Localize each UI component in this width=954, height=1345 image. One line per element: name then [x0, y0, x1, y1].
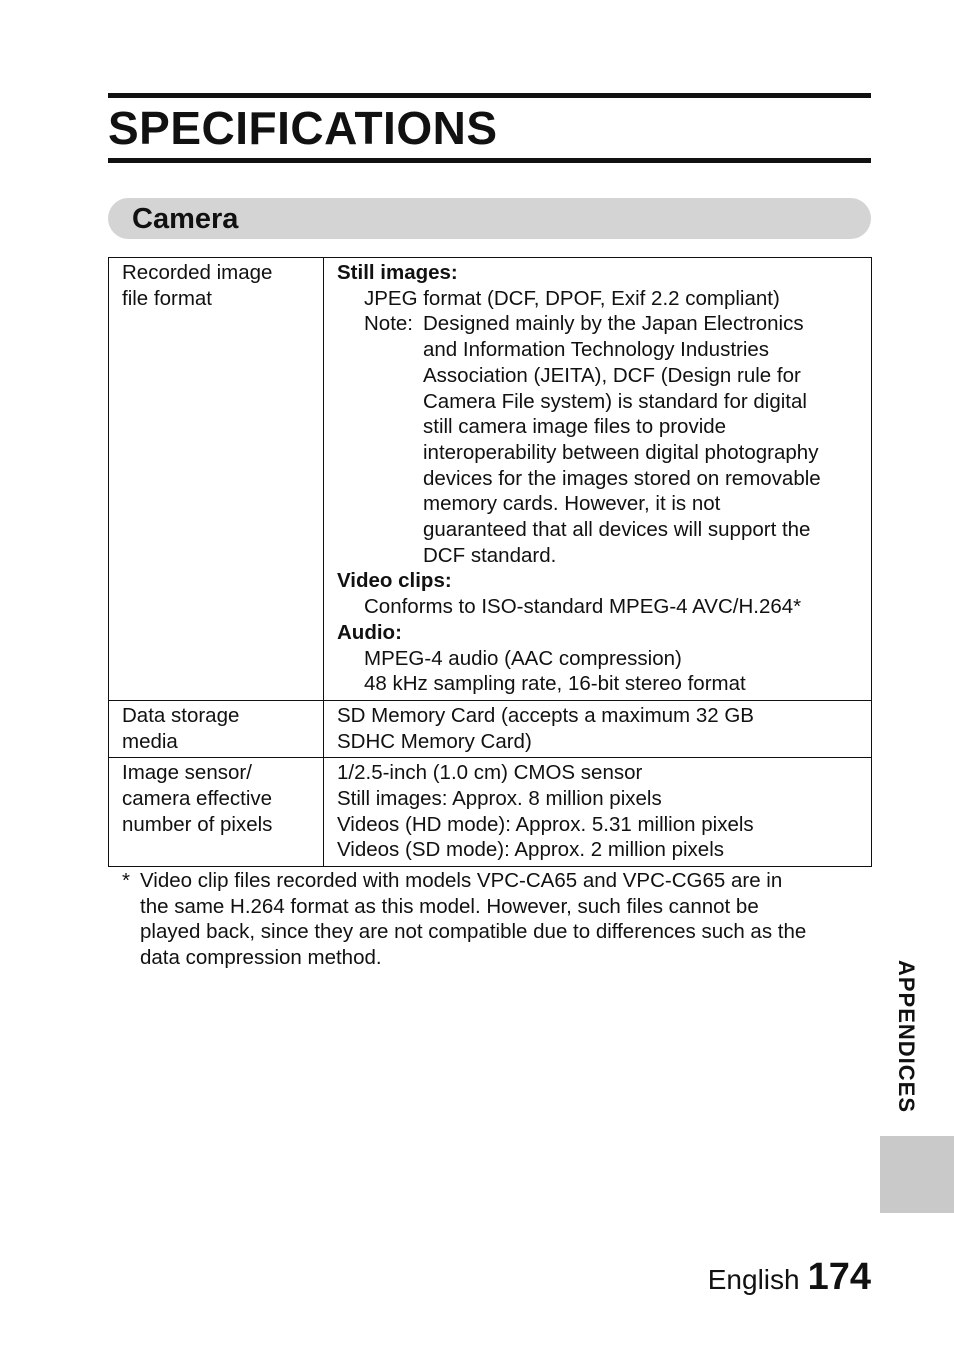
title-rule-frame	[108, 93, 871, 163]
note-line: guaranteed that all devices will support the	[423, 518, 811, 542]
note-body	[423, 311, 861, 568]
row-label-cell	[109, 700, 324, 757]
side-tab-marker	[880, 1136, 954, 1213]
row-label-line: media	[122, 729, 178, 753]
value-line: Videos (HD mode): Approx. 5.31 million pixels	[337, 812, 754, 836]
audio-heading: Audio:	[337, 620, 402, 644]
note-line: Association (JEITA), DCF (Design rule for	[423, 363, 801, 387]
row-label-cell	[109, 758, 324, 867]
page-footer	[708, 1256, 871, 1299]
footnote-line: data compression method.	[140, 946, 382, 970]
note-line: still camera image files to provide	[423, 415, 727, 439]
table-row	[109, 700, 872, 757]
video-clips-heading: Video clips:	[337, 569, 452, 593]
row-label-line: Data storage	[122, 703, 240, 727]
footnote	[122, 868, 862, 971]
value-line: Videos (SD mode): Approx. 2 million pixels	[337, 838, 725, 862]
row-value-cell	[324, 700, 872, 757]
table-row	[109, 258, 872, 701]
value-line: SDHC Memory Card)	[337, 729, 532, 753]
page-title: SPECIFICATIONS	[108, 102, 498, 154]
row-label-cell	[109, 258, 324, 701]
audio-line: 48 kHz sampling rate, 16-bit stereo format	[364, 672, 746, 696]
table-row	[109, 758, 872, 867]
footnote-line: the same H.264 format as this model. However, such files cannot be	[140, 894, 759, 918]
row-label-line: number of pixels	[122, 812, 273, 836]
row-label-line: Recorded image	[122, 261, 273, 284]
note-line: Designed mainly by the Japan Electronics	[423, 312, 804, 336]
audio-line: MPEG-4 audio (AAC compression)	[364, 646, 682, 670]
spec-table	[108, 257, 872, 867]
footnote-line: Video clip files recorded with models VPC-CA65 and VPC-CG65 are in	[140, 869, 783, 892]
note-line: interoperability between digital photography	[423, 440, 819, 464]
still-images-heading: Still images:	[337, 261, 458, 284]
video-clips-text: Conforms to ISO-standard MPEG-4 AVC/H.264*	[364, 595, 802, 619]
value-line: SD Memory Card (accepts a maximum 32 GB	[337, 703, 754, 727]
row-label-line: Image sensor/	[122, 761, 252, 785]
note-prefix: Note:	[364, 312, 413, 336]
footer-language: English	[707, 1264, 800, 1295]
footnote-text	[140, 868, 862, 971]
value-line: Still images: Approx. 8 million pixels	[337, 787, 662, 811]
note-line: devices for the images stored on removable	[423, 466, 821, 490]
value-line: 1/2.5-inch (1.0 cm) CMOS sensor	[337, 761, 643, 785]
note-line: memory cards. However, it is not	[423, 492, 721, 516]
row-label-line: camera effective	[122, 787, 273, 811]
note-line: DCF standard.	[423, 543, 557, 567]
note-line: Camera File system) is standard for digital	[423, 389, 807, 413]
footnote-mark: *	[122, 869, 130, 892]
section-title: Camera	[132, 203, 239, 235]
footnote-line: played back, since they are not compatible due to differences such as the	[140, 920, 807, 944]
note-line: and Information Technology Industries	[423, 338, 770, 362]
section-header-bar	[108, 198, 871, 239]
side-tab-label: APPENDICES	[894, 960, 919, 1114]
row-label-line: file format	[122, 286, 212, 310]
still-format-text: JPEG format (DCF, DPOF, Exif 2.2 compliant)	[364, 286, 780, 310]
row-value-cell	[324, 758, 872, 867]
page-number: 174	[807, 1256, 871, 1298]
note-block	[337, 311, 861, 568]
row-value-cell	[324, 258, 872, 701]
